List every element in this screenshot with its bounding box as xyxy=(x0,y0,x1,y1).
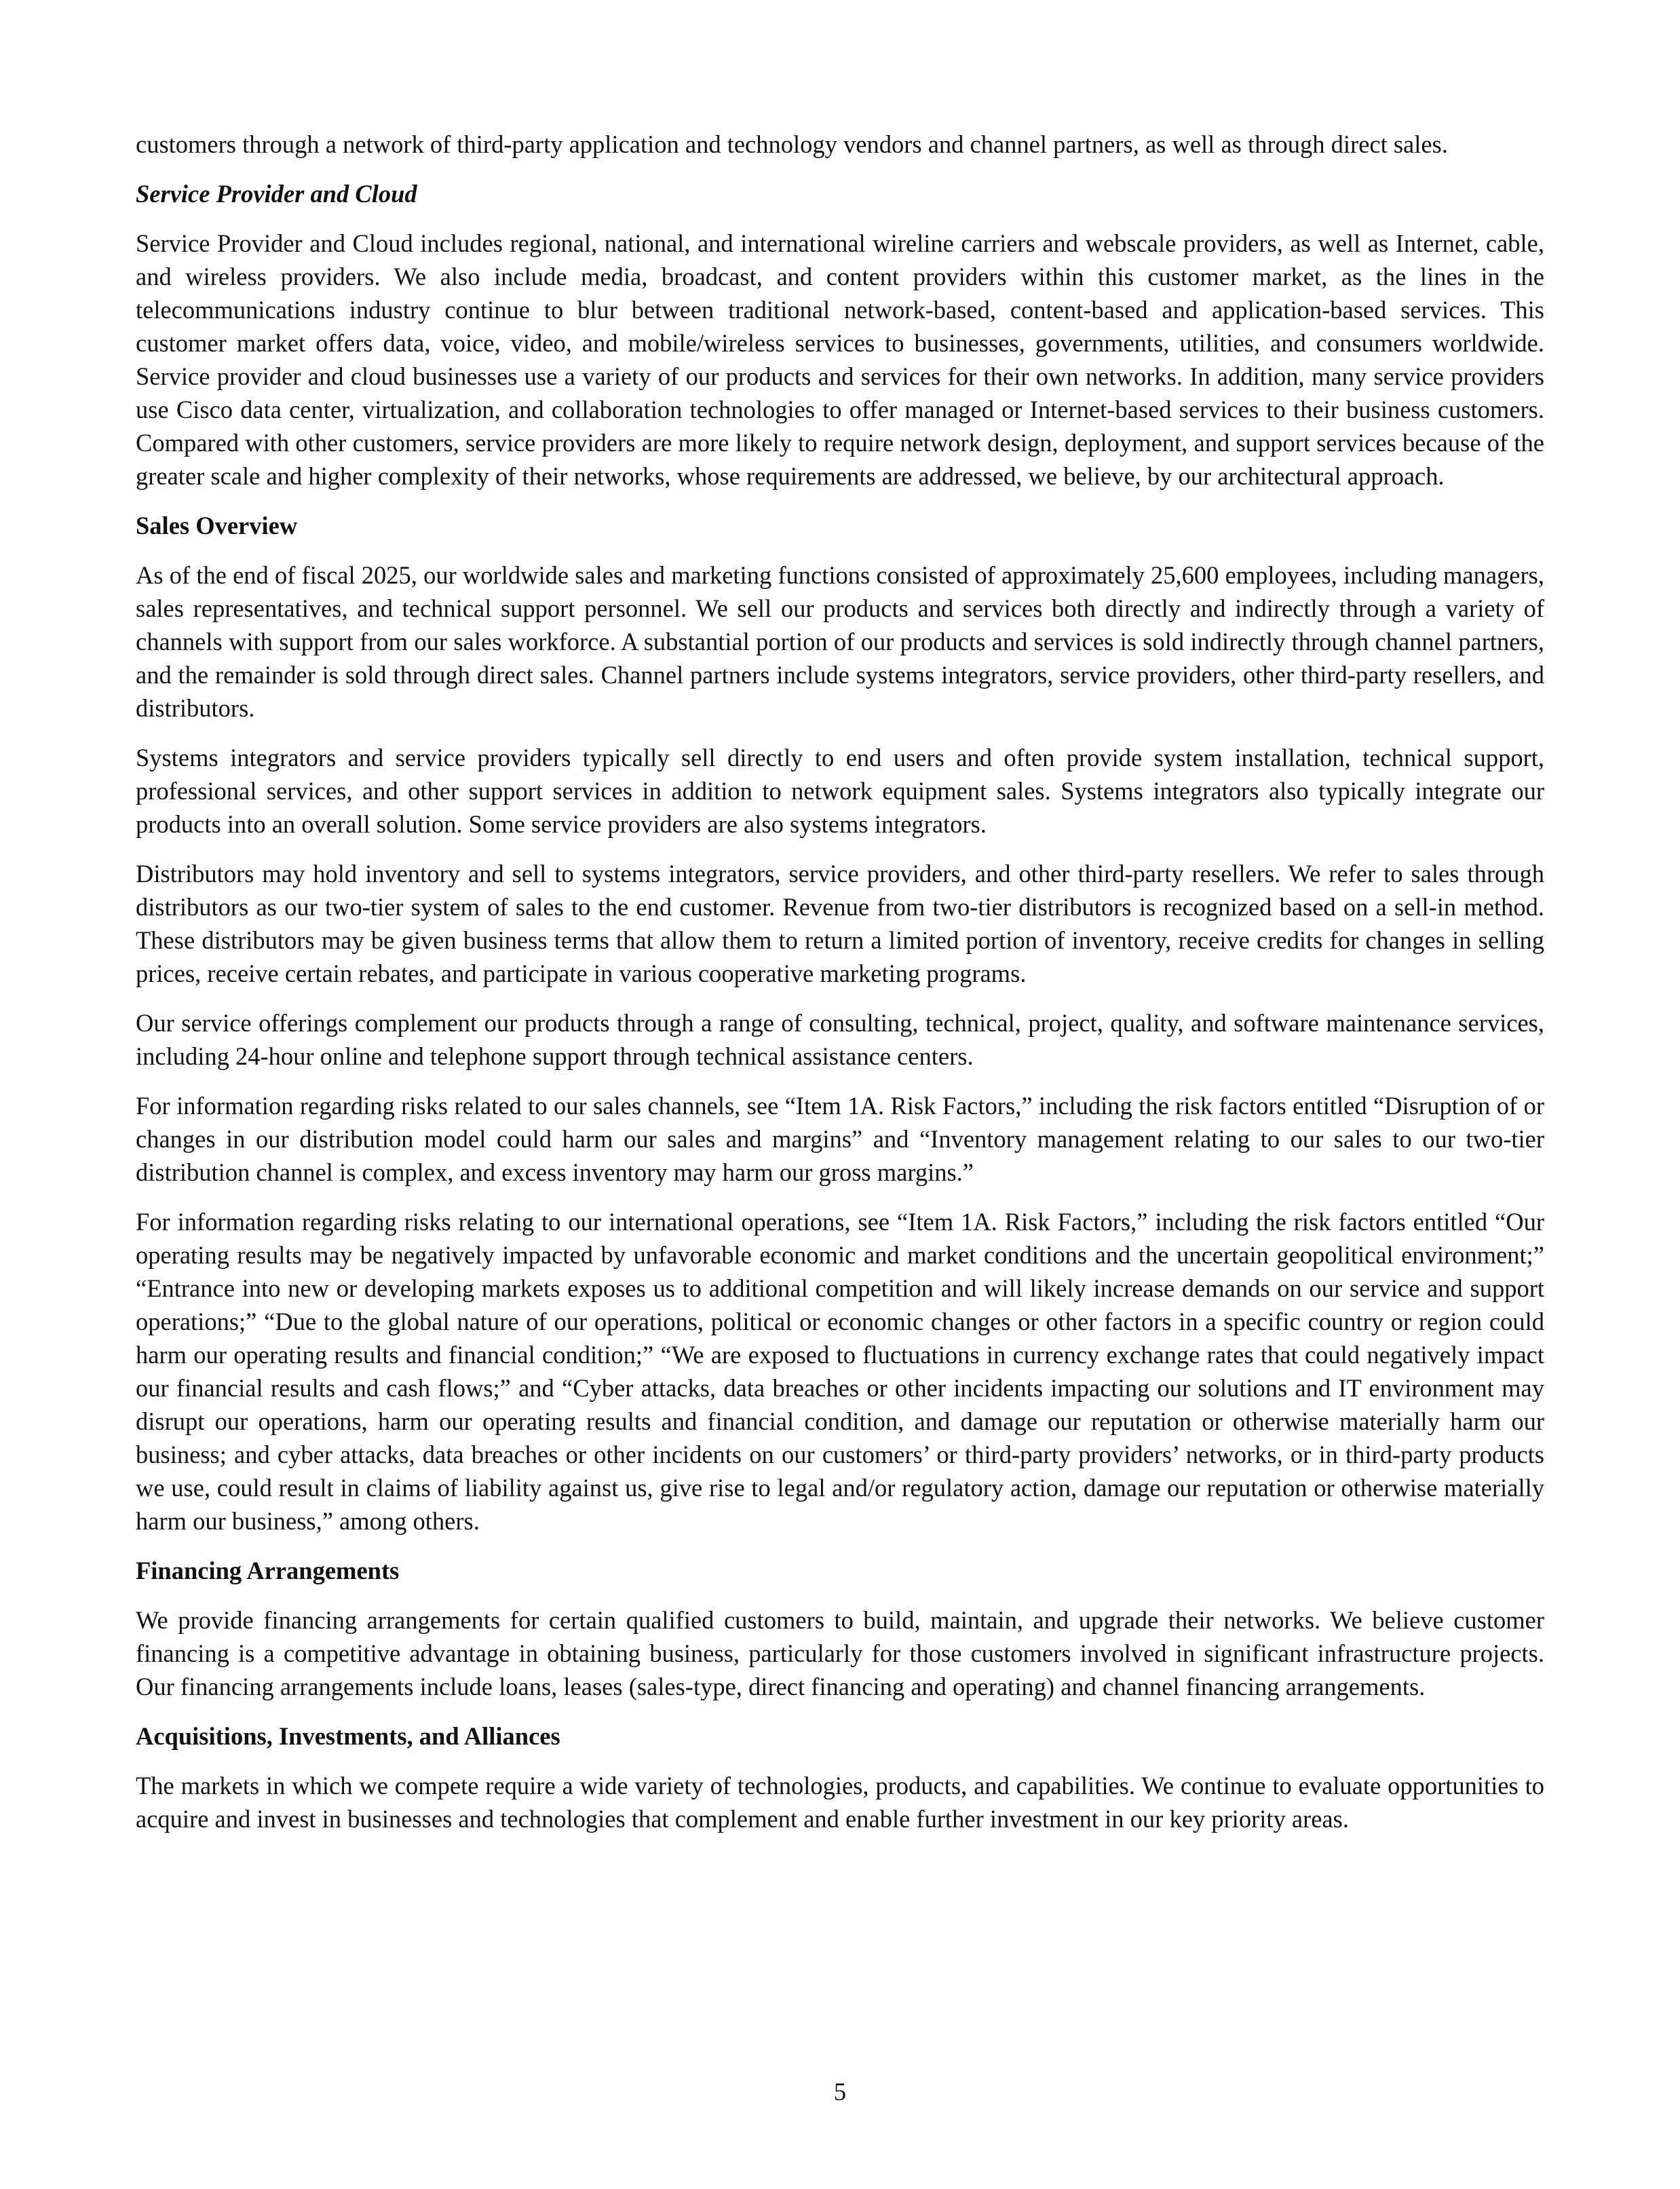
paragraph-service-offerings: Our service offerings complement our products through a range of consulting, technical, project, quality, and software maintenance services, including 24-hour online and telephone support through technical assistance centers. xyxy=(136,1009,1544,1070)
paragraph-distributors: Distributors may hold inventory and sell to systems integrators, service providers, and other third-party resellers. We refer to sales through distributors as our two-tier system of sales to the end customer. Revenue from two-tier distributors is recognized based on a sell-in method. These distributors may be given business terms that allow them to return a limited portion of inventory, receive credits for changes in selling prices, receive certain rebates, and participate in various cooperative marketing programs. xyxy=(136,860,1544,987)
paragraph-financing: We provide financing arrangements for certain qualified customers to build, maintain, and upgrade their networks. We believe customer financing is a competitive advantage in obtaining business, particularly for those customers involved in significant infrastructure projects. Our financing arrangements include loans, leases (sales-type, direct financing and operating) and channel financing arrangements. xyxy=(136,1606,1544,1700)
heading-service-provider-cloud: Service Provider and Cloud xyxy=(136,180,417,208)
heading-financing-arrangements: Financing Arrangements xyxy=(136,1557,400,1584)
paragraph-systems-integrators: Systems integrators and service providers typically sell directly to end users and often provide system installation, technical support, professional services, and other support services in addition to network equipment sales. Systems integrators also typically integrate our products into an overall solution. Some service providers are also systems integrators. xyxy=(136,744,1544,838)
page-number: 5 xyxy=(833,2078,847,2106)
paragraph-continued-customers: customers through a network of third-party application and technology vendors and channel partners, as well as through direct sales. xyxy=(136,130,1448,158)
paragraph-service-provider-cloud: Service Provider and Cloud includes regional, national, and international wireline carriers and webscale providers, as well as Internet, cable, and wireless providers. We also include media, broadcast, and content providers within this customer market, as the lines in the telecommunications industry continue to blur between traditional network-based, content-based and application-based services. This customer market offers data, voice, video, and mobile/wireless services to businesses, governments, utilities, and consumers worldwide. Service provider and cloud businesses use a variety of our products and services for their own networks. In addition, many service providers use Cisco data center, virtualization, and collaboration technologies to offer managed or Internet-based services to their business customers. Compared with other customers, service providers are more likely to require network design, deployment, and support services because of the greater scale and higher complexity of their networks, whose requirements are addressed, we believe, by our architectural approach. xyxy=(136,229,1544,490)
paragraph-sales-channel-risks: For information regarding risks related to our sales channels, see “Item 1A. Risk Factors,” including the risk factors entitled “Disruption of or changes in our distribution model could harm our sales and margins” and “Inventory management relating to our sales to our two-tier distribution channel is complex, and excess inventory may harm our gross margins.” xyxy=(136,1092,1544,1186)
paragraph-international-risks: For information regarding risks relating to our international operations, see “Item 1A. Risk Factors,” including the risk factors entitled “Our operating results may be negatively impacted by unfavorable economic and market conditions and the uncertain geopolitical environment;” “Entrance into new or developing markets exposes us to additional competition and will likely increase demands on our service and support operations;” “Due to the global nature of our operations, political or economic changes or other factors in a specific country or region could harm our operating results and financial condition;” “We are exposed to fluctuations in currency exchange rates that could negatively impact our financial results and cash flows;” and “Cyber attacks, data breaches or other incidents impacting our solutions and IT environment may disrupt our operations, harm our operating results and financial condition, and damage our reputation or otherwise materially harm our business; and cyber attacks, data breaches or other incidents on our customers’ or third-party providers’ networks, or in third-party products we use, could result in claims of liability against us, give rise to legal and/or regulatory action, damage our reputation or otherwise materially harm our business,” among others. xyxy=(136,1208,1544,1535)
document-body xyxy=(136,128,1544,1852)
heading-acquisitions: Acquisitions, Investments, and Alliances xyxy=(136,1722,560,1750)
paragraph-acquisitions: The markets in which we compete require a wide variety of technologies, products, and capabilities. We continue to evaluate opportunities to acquire and invest in businesses and technologies that complement and enable further investment in our key priority areas. xyxy=(136,1772,1544,1833)
paragraph-sales-workforce: As of the end of fiscal 2025, our worldwide sales and marketing functions consisted of approximately 25,600 employees, including managers, sales representatives, and technical support personnel. We sell our products and services both directly and indirectly through a variety of channels with support from our sales workforce. A substantial portion of our products and services is sold indirectly through channel partners, and the remainder is sold through direct sales. Channel partners include systems integrators, service providers, other third-party resellers, and distributors. xyxy=(136,561,1544,722)
heading-sales-overview: Sales Overview xyxy=(136,512,298,539)
